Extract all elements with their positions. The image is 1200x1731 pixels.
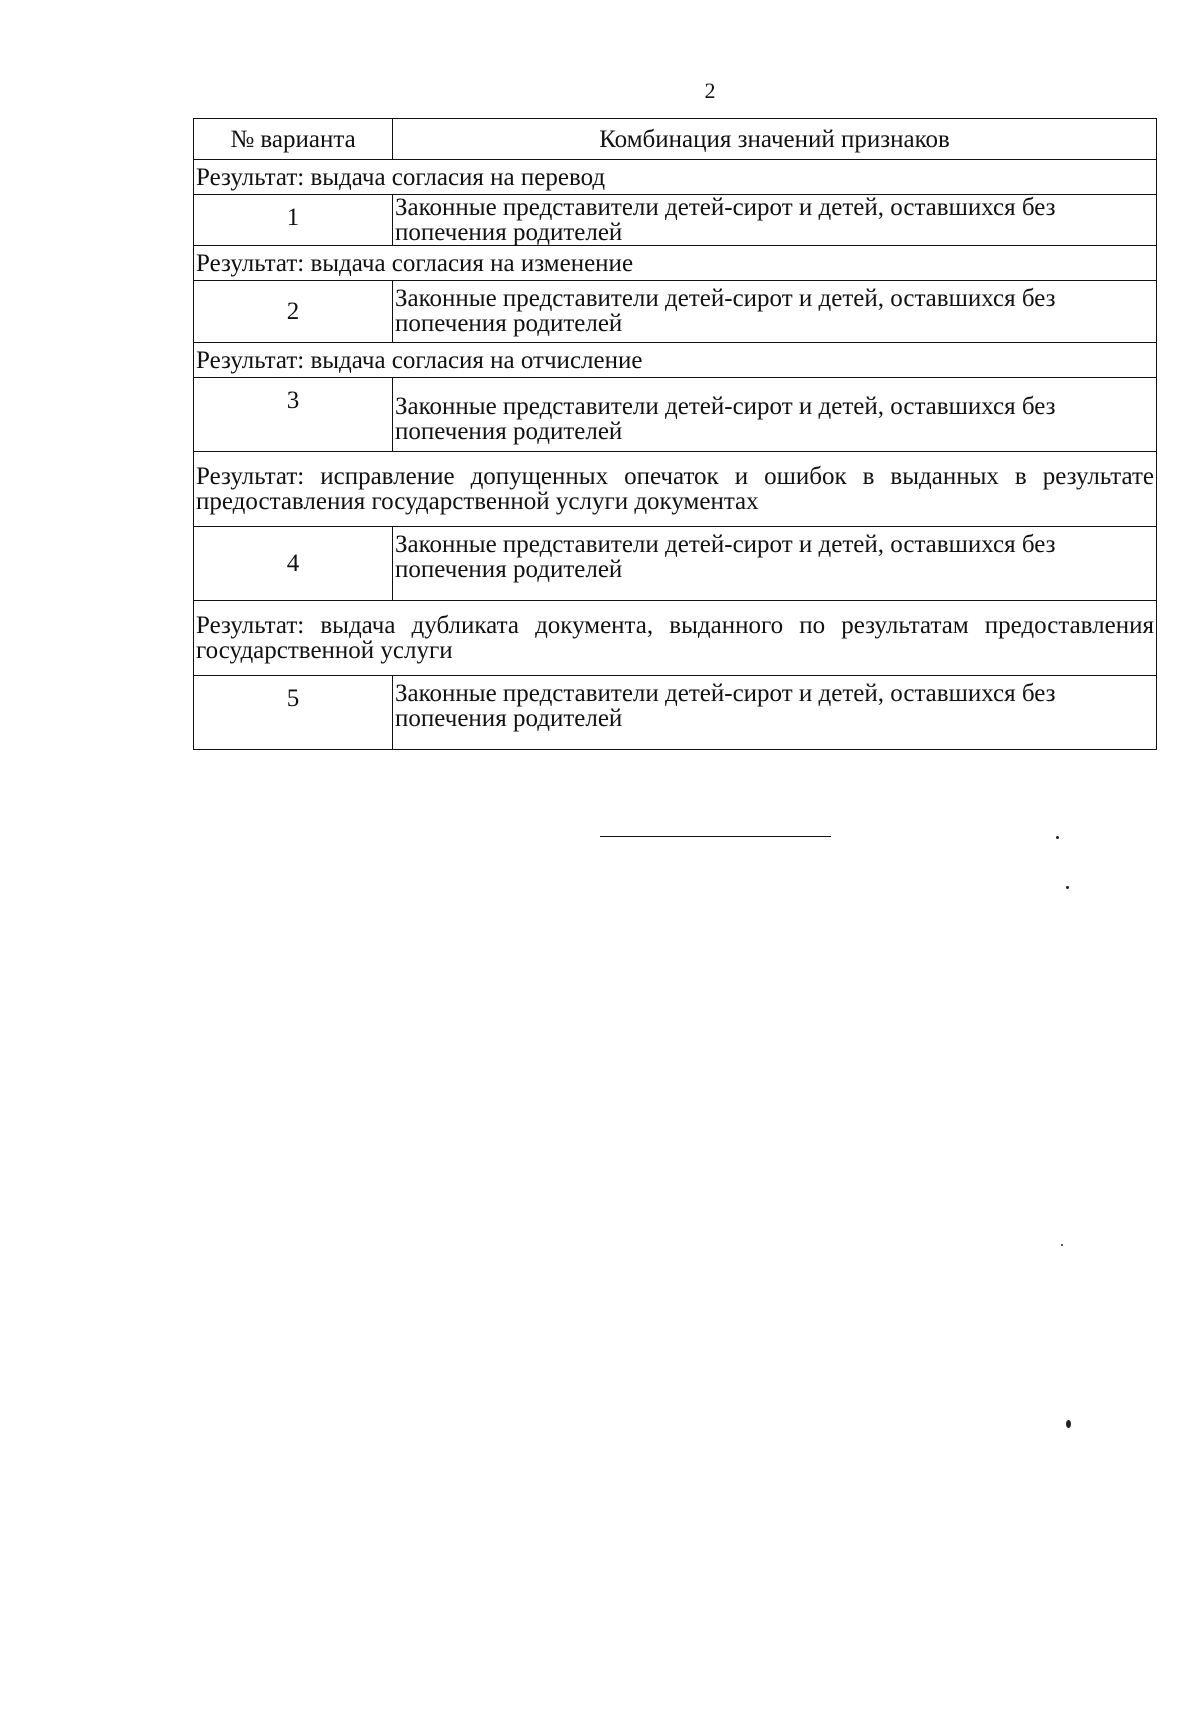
variant-row — [194, 676, 1157, 750]
result-row — [194, 343, 1157, 378]
variant-number: 4 — [194, 527, 393, 601]
page-number: 2 — [704, 78, 716, 103]
result-heading: Результат: исправление допущенных опечаток и ошибок в выданных в результате предоставления государственной услуги документах — [194, 452, 1157, 527]
result-heading: Результат: выдача согласия на перевод — [194, 160, 1157, 195]
variant-number: 1 — [194, 195, 393, 246]
result-row — [194, 452, 1157, 527]
variant-row — [194, 281, 1157, 343]
variant-row — [194, 527, 1157, 601]
result-heading: Результат: выдача согласия на изменение — [194, 246, 1157, 281]
result-row — [194, 601, 1157, 676]
variant-number: 2 — [194, 281, 393, 343]
scan-speck — [1066, 1420, 1071, 1428]
variant-row — [194, 195, 1157, 246]
variant-combination: Законные представители детей-сирот и детей, оставшихся без попечения родителей — [393, 676, 1157, 750]
scan-speck — [1056, 836, 1059, 839]
variant-combination: Законные представители детей-сирот и детей, оставшихся без попечения родителей — [393, 527, 1157, 601]
scan-speck — [1061, 1244, 1063, 1246]
variant-number: 5 — [194, 676, 393, 750]
variant-combination: Законные представители детей-сирот и детей, оставшихся без попечения родителей — [393, 281, 1157, 343]
variant-combination: Законные представители детей-сирот и детей, оставшихся без попечения родителей — [393, 378, 1157, 452]
variants-table — [193, 118, 1157, 750]
table-header-row — [194, 119, 1157, 160]
variant-number: 3 — [194, 378, 393, 452]
variant-combination: Законные представители детей-сирот и детей, оставшихся без попечения родителей — [393, 195, 1157, 246]
scan-speck — [1066, 886, 1069, 889]
result-row — [194, 246, 1157, 281]
variant-row — [194, 378, 1157, 452]
result-heading: Результат: выдача согласия на отчисление — [194, 343, 1157, 378]
result-heading: Результат: выдача дубликата документа, выданного по результатам предоставления государственной услуги — [194, 601, 1157, 676]
combination-column-header: Комбинация значений признаков — [393, 119, 1157, 160]
variant-column-header: № варианта — [194, 119, 393, 160]
result-row — [194, 160, 1157, 195]
end-of-document-rule — [600, 836, 831, 837]
